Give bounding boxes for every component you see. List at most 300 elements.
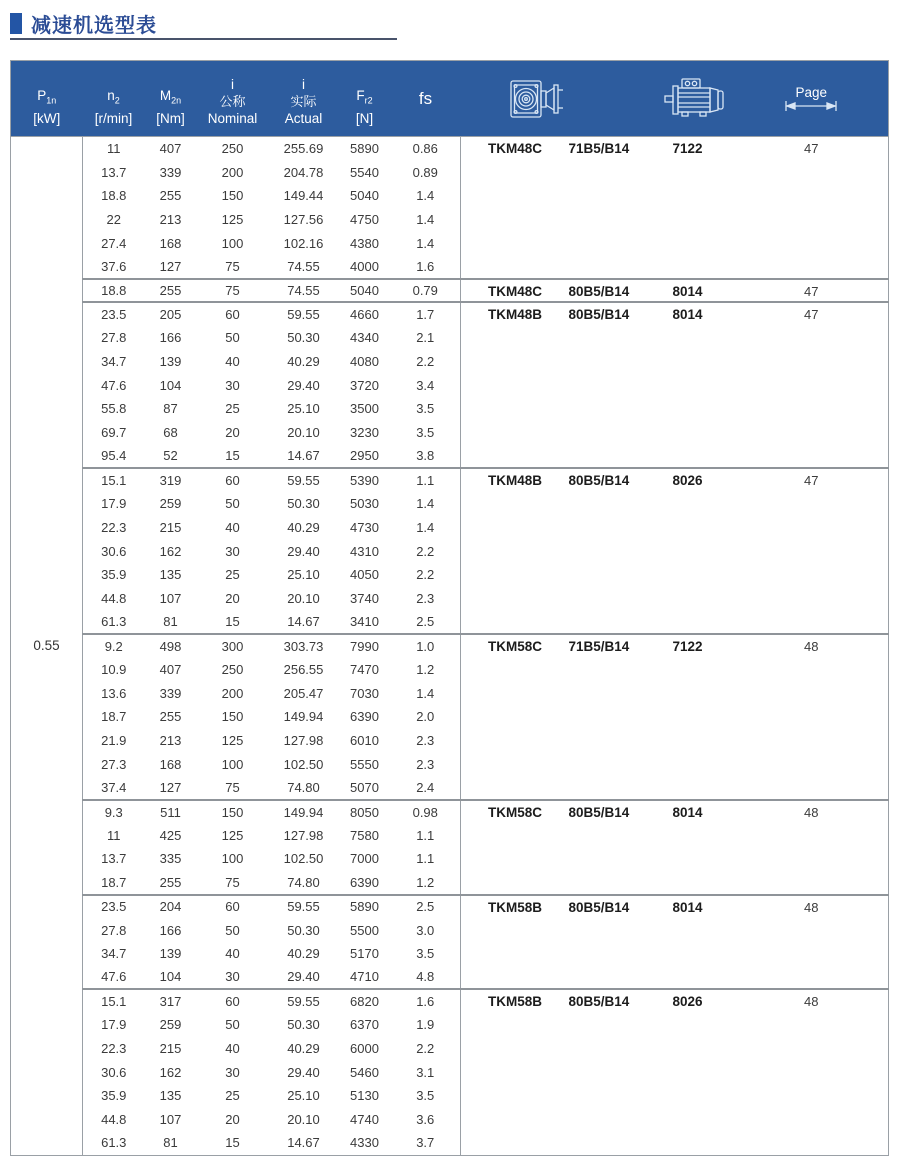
cell-inom-col: 125 bbox=[221, 211, 244, 227]
cell-inom-col: 60 bbox=[197, 302, 269, 326]
cell-inom-col: 200 bbox=[221, 164, 244, 180]
cell-n2-col: 47.6 bbox=[101, 969, 127, 985]
model-cell: TKM48B bbox=[461, 302, 561, 468]
cell-m2n-col: 127 bbox=[159, 258, 182, 274]
cell-iact-col: 127.56 bbox=[283, 211, 324, 227]
i-actual-cn: 实际 bbox=[290, 94, 317, 109]
cell-inom-col: 125 bbox=[221, 827, 244, 843]
page-cell: 47 bbox=[804, 141, 819, 156]
cell-inom-col: 150 bbox=[197, 800, 269, 824]
cell-iact-col: 25.10 bbox=[287, 1088, 320, 1104]
cell-n2-col: 22 bbox=[106, 211, 121, 227]
cell-inom-col: 30 bbox=[225, 543, 240, 559]
cell-fs-col: 2.2 bbox=[391, 350, 461, 374]
cell-fs-col: 1.1 bbox=[391, 468, 461, 492]
cell-inom-col: 75 bbox=[225, 874, 240, 890]
cell-inom-col: 250 bbox=[221, 141, 244, 157]
cell-iact-col: 149.44 bbox=[283, 188, 324, 204]
cell-m2n-col: 511 bbox=[145, 800, 197, 824]
i-actual-symbol: i bbox=[302, 77, 305, 92]
cell-fr2-col: 7580 bbox=[350, 827, 379, 843]
table-row bbox=[11, 137, 889, 161]
table-row bbox=[11, 800, 889, 824]
cell-n2-col: 22.3 bbox=[101, 519, 127, 535]
cell-fr2-col: 3410 bbox=[350, 614, 379, 630]
cell-inom-col: 125 bbox=[221, 733, 244, 749]
cell-n2-col: 18.7 bbox=[101, 874, 127, 890]
cell-iact-col: 59.55 bbox=[269, 895, 339, 919]
cell-inom-col: 50 bbox=[225, 922, 240, 938]
cell-fs-col: 1.1 bbox=[391, 847, 461, 871]
cell-n2-col: 44.8 bbox=[101, 590, 127, 606]
cell-fr2-col: 4740 bbox=[350, 1112, 379, 1128]
cell-m2n-col: 139 bbox=[159, 354, 182, 370]
flange-cell: 80B5/B14 bbox=[561, 468, 653, 634]
col-header-fs bbox=[391, 61, 461, 137]
cell-fs-col: 2.5 bbox=[391, 610, 461, 634]
cell-n2-col: 9.3 bbox=[83, 800, 145, 824]
m2n-symbol: $M_{2n}$ bbox=[159, 88, 182, 106]
page-label: Page bbox=[795, 84, 828, 100]
cell-fr2-col: 5890 bbox=[339, 895, 391, 919]
cell-iact-col: 14.67 bbox=[287, 614, 320, 630]
cell-fs-col: 1.9 bbox=[391, 1013, 461, 1037]
cell-fr2-col: 7000 bbox=[350, 851, 379, 867]
cell-n2-col: 23.5 bbox=[83, 302, 145, 326]
col-header-m2n bbox=[145, 61, 197, 137]
cell-fs-col: 0.86 bbox=[391, 137, 461, 161]
cell-iact-col: 205.47 bbox=[283, 685, 324, 701]
cell-m2n-col: 259 bbox=[159, 496, 182, 512]
cell-fr2-col: 4750 bbox=[350, 211, 379, 227]
cell-iact-col: 29.40 bbox=[287, 543, 320, 559]
cell-inom-col: 50 bbox=[225, 496, 240, 512]
cell-n2-col: 37.4 bbox=[101, 779, 127, 795]
motor-cell: 8014 bbox=[653, 800, 761, 895]
cell-fr2-col: 6820 bbox=[339, 989, 391, 1013]
cell-n2-col: 11 bbox=[107, 827, 121, 843]
i-nominal-en: Nominal bbox=[207, 111, 258, 126]
cell-m2n-col: 127 bbox=[159, 779, 182, 795]
cell-iact-col: 102.50 bbox=[283, 851, 324, 867]
cell-m2n-col: 81 bbox=[163, 1135, 178, 1151]
table-row bbox=[11, 895, 889, 919]
cell-fr2-col: 5390 bbox=[339, 468, 391, 492]
cell-n2-col: 55.8 bbox=[101, 401, 127, 417]
cell-iact-col: 29.40 bbox=[287, 969, 320, 985]
cell-inom-col: 100 bbox=[221, 756, 244, 772]
cell-fs-col: 1.1 bbox=[391, 823, 461, 847]
cell-m2n-col: 162 bbox=[159, 543, 182, 559]
cell-fs-col: 3.5 bbox=[391, 421, 461, 445]
cell-inom-col: 75 bbox=[225, 258, 240, 274]
cell-fr2-col: 5030 bbox=[350, 496, 379, 512]
cell-fr2-col: 5070 bbox=[350, 779, 379, 795]
flange-cell: 80B5/B14 bbox=[561, 302, 653, 468]
cell-m2n-col: 166 bbox=[159, 922, 182, 938]
cell-m2n-col: 162 bbox=[159, 1064, 182, 1080]
cell-m2n-col: 255 bbox=[159, 874, 182, 890]
cell-fr2-col: 4310 bbox=[350, 543, 379, 559]
cell-fr2-col: 4710 bbox=[350, 969, 379, 985]
cell-fr2-col: 4330 bbox=[350, 1135, 379, 1151]
cell-iact-col: 50.30 bbox=[287, 1017, 320, 1033]
col-header-p1n bbox=[11, 61, 83, 137]
fs-symbol: fs bbox=[418, 88, 433, 108]
motor-cell: 7122 bbox=[672, 141, 703, 156]
cell-m2n-col: 425 bbox=[159, 827, 182, 843]
cell-fr2-col: 5460 bbox=[350, 1064, 379, 1080]
cell-fs-col: 1.6 bbox=[391, 255, 461, 279]
i-nominal-cn: 公称 bbox=[219, 94, 246, 109]
page-cell: 47 bbox=[761, 468, 889, 634]
cell-n2-col: 34.7 bbox=[101, 946, 127, 962]
cell-inom-col: 75 bbox=[197, 279, 269, 303]
cell-inom-col: 75 bbox=[225, 779, 240, 795]
table-row bbox=[11, 634, 889, 658]
cell-iact-col: 127.98 bbox=[283, 733, 324, 749]
cell-iact-col: 40.29 bbox=[287, 1040, 320, 1056]
cell-n2-col: 18.8 bbox=[83, 279, 145, 303]
cell-fs-col: 2.2 bbox=[391, 1037, 461, 1061]
cell-fs-col: 2.1 bbox=[391, 326, 461, 350]
cell-iact-col: 50.30 bbox=[287, 922, 320, 938]
cell-fr2-col: 5040 bbox=[339, 279, 391, 303]
cell-iact-col: 59.55 bbox=[269, 989, 339, 1013]
cell-m2n-col: 135 bbox=[159, 567, 182, 583]
cell-iact-col: 102.50 bbox=[283, 756, 324, 772]
cell-iact-col: 50.30 bbox=[287, 330, 320, 346]
cell-n2-col: 11 bbox=[107, 141, 121, 157]
cell-n2-col: 27.8 bbox=[101, 922, 127, 938]
cell-inom-col: 40 bbox=[225, 354, 240, 370]
p1n-value: 0.55 bbox=[11, 137, 83, 1156]
cell-m2n-col: 104 bbox=[159, 377, 182, 393]
model-cell: TKM48B bbox=[461, 468, 561, 634]
cell-m2n-col: 255 bbox=[145, 279, 197, 303]
cell-iact-col: 74.55 bbox=[287, 258, 320, 274]
cell-n2-col: 21.9 bbox=[101, 733, 127, 749]
cell-fr2-col: 7990 bbox=[339, 634, 391, 658]
cell-inom-col: 25 bbox=[225, 567, 240, 583]
cell-n2-col: 35.9 bbox=[101, 1088, 127, 1104]
model-cell: TKM58B bbox=[461, 989, 561, 1155]
cell-fr2-col: 5540 bbox=[350, 164, 379, 180]
cell-inom-col: 100 bbox=[221, 851, 244, 867]
col-header-i-nominal bbox=[197, 61, 269, 137]
cell-fr2-col: 8050 bbox=[339, 800, 391, 824]
cell-n2-col: 10.9 bbox=[101, 661, 127, 677]
table-row bbox=[11, 468, 889, 492]
col-header-motor bbox=[653, 61, 761, 137]
cell-fs-col: 1.2 bbox=[391, 871, 461, 895]
cell-iact-col: 20.10 bbox=[287, 590, 320, 606]
cell-iact-col: 40.29 bbox=[287, 946, 320, 962]
cell-fr2-col: 7470 bbox=[350, 661, 379, 677]
cell-fs-col: 3.5 bbox=[391, 942, 461, 966]
cell-inom-col: 60 bbox=[197, 989, 269, 1013]
cell-fr2-col: 7030 bbox=[350, 685, 379, 701]
cell-fs-col: 3.6 bbox=[391, 1108, 461, 1132]
cell-fr2-col: 4340 bbox=[350, 330, 379, 346]
cell-iact-col: 29.40 bbox=[287, 377, 320, 393]
cell-n2-col: 61.3 bbox=[101, 1135, 127, 1151]
cell-fs-col: 2.5 bbox=[391, 895, 461, 919]
motor-cell: 8026 bbox=[653, 989, 761, 1155]
flange-cell: 71B5/B14 bbox=[568, 141, 630, 156]
cell-iact-col: 149.94 bbox=[269, 800, 339, 824]
cell-n2-col: 30.6 bbox=[101, 1064, 127, 1080]
cell-fr2-col: 4730 bbox=[350, 519, 379, 535]
cell-n2-col: 15.1 bbox=[83, 468, 145, 492]
model-cell: TKM48C bbox=[461, 279, 561, 303]
cell-inom-col: 15 bbox=[225, 614, 240, 630]
cell-inom-col: 25 bbox=[225, 1088, 240, 1104]
p1n-unit: [kW] bbox=[33, 111, 61, 126]
cell-iact-col: 102.16 bbox=[283, 235, 324, 251]
model-cell: TKM58C bbox=[461, 634, 561, 800]
cell-fs-col: 3.5 bbox=[391, 1084, 461, 1108]
page-title: 减速机选型表 bbox=[31, 15, 157, 37]
model-cell: TKM58C bbox=[461, 800, 561, 895]
cell-fs-col: 3.1 bbox=[391, 1060, 461, 1084]
cell-n2-col: 23.5 bbox=[83, 895, 145, 919]
cell-m2n-col: 335 bbox=[159, 851, 182, 867]
cell-n2-col: 35.9 bbox=[101, 567, 127, 583]
col-header-gearbox bbox=[461, 61, 653, 137]
table-row bbox=[11, 989, 889, 1013]
cell-iact-col: 59.55 bbox=[269, 468, 339, 492]
cell-fs-col: 4.8 bbox=[391, 966, 461, 990]
cell-inom-col: 250 bbox=[221, 661, 244, 677]
cell-m2n-col: 339 bbox=[159, 164, 182, 180]
gearbox-icon bbox=[508, 78, 566, 120]
cell-n2-col: 13.6 bbox=[101, 685, 127, 701]
cell-iact-col: 59.55 bbox=[269, 302, 339, 326]
cell-inom-col: 30 bbox=[225, 1064, 240, 1080]
cell-m2n-col: 139 bbox=[159, 946, 182, 962]
cell-n2-col: 47.6 bbox=[101, 377, 127, 393]
cell-m2n-col: 52 bbox=[163, 448, 178, 464]
cell-fs-col: 2.0 bbox=[391, 705, 461, 729]
cell-inom-col: 40 bbox=[225, 1040, 240, 1056]
cell-fr2-col: 4080 bbox=[350, 354, 379, 370]
cell-m2n-col: 213 bbox=[159, 733, 182, 749]
cell-m2n-col: 107 bbox=[159, 1112, 182, 1128]
cell-n2-col: 17.9 bbox=[101, 496, 127, 512]
motor-cell: 7122 bbox=[653, 634, 761, 800]
cell-n2-col: 37.6 bbox=[101, 258, 127, 274]
cell-fs-col: 2.2 bbox=[391, 539, 461, 563]
cell-m2n-col: 68 bbox=[163, 425, 178, 441]
cell-fr2-col: 4660 bbox=[339, 302, 391, 326]
cell-inom-col: 200 bbox=[221, 685, 244, 701]
col-header-i-actual bbox=[269, 61, 339, 137]
cell-n2-col: 34.7 bbox=[101, 354, 127, 370]
cell-n2-col: 27.4 bbox=[101, 235, 127, 251]
cell-m2n-col: 319 bbox=[145, 468, 197, 492]
cell-m2n-col: 498 bbox=[145, 634, 197, 658]
model-cell: TKM58B bbox=[461, 895, 561, 990]
cell-n2-col: 30.6 bbox=[101, 543, 127, 559]
cell-inom-col: 15 bbox=[225, 1135, 240, 1151]
cell-fs-col: 2.3 bbox=[391, 752, 461, 776]
cell-fs-col: 3.4 bbox=[391, 373, 461, 397]
cell-iact-col: 74.80 bbox=[287, 779, 320, 795]
cell-fs-col: 1.4 bbox=[391, 681, 461, 705]
page-cell: 48 bbox=[761, 634, 889, 800]
cell-iact-col: 256.55 bbox=[283, 661, 324, 677]
n2-unit: [r/min] bbox=[94, 111, 133, 126]
title-bullet-square bbox=[10, 13, 22, 34]
cell-n2-col: 27.3 bbox=[101, 756, 127, 772]
selection-table bbox=[10, 60, 889, 1156]
cell-iact-col: 20.10 bbox=[287, 1112, 320, 1128]
cell-n2-col: 15.1 bbox=[83, 989, 145, 1013]
cell-fr2-col: 5130 bbox=[350, 1088, 379, 1104]
cell-fr2-col: 5040 bbox=[350, 188, 379, 204]
cell-m2n-col: 255 bbox=[159, 188, 182, 204]
cell-fs-col: 3.8 bbox=[391, 444, 461, 468]
cell-iact-col: 29.40 bbox=[287, 1064, 320, 1080]
cell-fs-col: 3.7 bbox=[391, 1131, 461, 1155]
cell-m2n-col: 317 bbox=[145, 989, 197, 1013]
page-cell: 47 bbox=[761, 302, 889, 468]
page-cell: 48 bbox=[761, 895, 889, 990]
cell-iact-col: 149.94 bbox=[283, 709, 324, 725]
cell-inom-col: 100 bbox=[221, 235, 244, 251]
cell-fs-col: 1.4 bbox=[391, 231, 461, 255]
table-header bbox=[11, 61, 889, 137]
cell-iact-col: 25.10 bbox=[287, 567, 320, 583]
cell-inom-col: 300 bbox=[197, 634, 269, 658]
cell-n2-col: 61.3 bbox=[101, 614, 127, 630]
table-body bbox=[11, 137, 889, 1156]
cell-inom-col: 150 bbox=[221, 709, 244, 725]
table-row bbox=[11, 302, 889, 326]
flange-cell: 71B5/B14 bbox=[561, 634, 653, 800]
cell-iact-col: 204.78 bbox=[283, 164, 324, 180]
cell-m2n-col: 204 bbox=[145, 895, 197, 919]
cell-n2-col: 18.7 bbox=[101, 709, 127, 725]
cell-inom-col: 30 bbox=[225, 969, 240, 985]
cell-m2n-col: 215 bbox=[159, 1040, 182, 1056]
cell-m2n-col: 255 bbox=[159, 709, 182, 725]
cell-n2-col: 69.7 bbox=[101, 425, 127, 441]
cell-inom-col: 150 bbox=[221, 188, 244, 204]
cell-fr2-col: 4380 bbox=[350, 235, 379, 251]
cell-fs-col: 0.79 bbox=[391, 279, 461, 303]
page-cell: 48 bbox=[761, 800, 889, 895]
cell-n2-col: 44.8 bbox=[101, 1112, 127, 1128]
cell-fs-col: 1.6 bbox=[391, 989, 461, 1013]
page-cell: 48 bbox=[761, 989, 889, 1155]
cell-fs-col: 1.4 bbox=[391, 208, 461, 232]
motor-cell: 8014 bbox=[653, 302, 761, 468]
cell-n2-col: 17.9 bbox=[101, 1017, 127, 1033]
cell-fs-col: 2.2 bbox=[391, 563, 461, 587]
cell-n2-col: 13.7 bbox=[101, 164, 127, 180]
cell-fr2-col: 3740 bbox=[350, 590, 379, 606]
cell-iact-col: 14.67 bbox=[287, 1135, 320, 1151]
cell-m2n-col: 166 bbox=[159, 330, 182, 346]
cell-inom-col: 20 bbox=[225, 425, 240, 441]
cell-iact-col: 127.98 bbox=[283, 827, 324, 843]
flange-cell: 80B5/B14 bbox=[561, 800, 653, 895]
col-header-page bbox=[761, 61, 889, 137]
i-nominal-symbol: i bbox=[231, 77, 234, 92]
cell-fr2-col: 4050 bbox=[350, 567, 379, 583]
cell-inom-col: 20 bbox=[225, 1112, 240, 1128]
cell-fr2-col: 6390 bbox=[350, 709, 379, 725]
cell-inom-col: 25 bbox=[225, 401, 240, 417]
cell-m2n-col: 168 bbox=[159, 756, 182, 772]
page-cell: 47 bbox=[761, 279, 889, 303]
fr2-unit: [N] bbox=[355, 111, 374, 126]
cell-fr2-col: 5500 bbox=[350, 922, 379, 938]
cell-fs-col: 3.5 bbox=[391, 397, 461, 421]
cell-inom-col: 15 bbox=[225, 448, 240, 464]
cell-m2n-col: 87 bbox=[163, 401, 178, 417]
cell-fs-col: 2.3 bbox=[391, 587, 461, 611]
cell-m2n-col: 339 bbox=[159, 685, 182, 701]
flange-cell: 80B5/B14 bbox=[561, 279, 653, 303]
cell-inom-col: 40 bbox=[225, 946, 240, 962]
cell-iact-col: 20.10 bbox=[287, 425, 320, 441]
cell-m2n-col: 107 bbox=[159, 590, 182, 606]
cell-fr2-col: 4000 bbox=[350, 258, 379, 274]
cell-n2-col: 95.4 bbox=[101, 448, 127, 464]
cell-inom-col: 50 bbox=[225, 330, 240, 346]
motor-icon bbox=[664, 77, 730, 121]
cell-fs-col: 1.7 bbox=[391, 302, 461, 326]
cell-fr2-col: 3720 bbox=[350, 377, 379, 393]
cell-fs-col: 1.4 bbox=[391, 516, 461, 540]
cell-m2n-col: 168 bbox=[159, 235, 182, 251]
cell-inom-col: 60 bbox=[197, 895, 269, 919]
cell-fs-col: 0.89 bbox=[391, 160, 461, 184]
col-header-fr2 bbox=[339, 61, 391, 137]
cell-fr2-col: 6390 bbox=[350, 874, 379, 890]
motor-cell: 8014 bbox=[653, 279, 761, 303]
cell-n2-col: 18.8 bbox=[101, 188, 127, 204]
title-underline bbox=[10, 38, 397, 40]
cell-m2n-col: 213 bbox=[159, 211, 182, 227]
cell-fr2-col: 2950 bbox=[350, 448, 379, 464]
cell-inom-col: 50 bbox=[225, 1017, 240, 1033]
cell-fr2-col: 5170 bbox=[350, 946, 379, 962]
cell-iact-col: 40.29 bbox=[287, 519, 320, 535]
col-header-n2 bbox=[83, 61, 145, 137]
cell-iact-col: 40.29 bbox=[287, 354, 320, 370]
cell-inom-col: 40 bbox=[225, 519, 240, 535]
cell-fs-col: 0.98 bbox=[391, 800, 461, 824]
cell-fs-col: 3.0 bbox=[391, 918, 461, 942]
flange-cell: 80B5/B14 bbox=[561, 895, 653, 990]
i-actual-en: Actual bbox=[284, 111, 323, 126]
flange-cell: 80B5/B14 bbox=[561, 989, 653, 1155]
cell-fs-col: 1.0 bbox=[391, 634, 461, 658]
cell-fr2-col: 5890 bbox=[350, 141, 379, 157]
motor-cell: 8014 bbox=[653, 895, 761, 990]
cell-fr2-col: 3500 bbox=[350, 401, 379, 417]
cell-fs-col: 2.4 bbox=[391, 776, 461, 800]
cell-n2-col: 13.7 bbox=[101, 851, 127, 867]
cell-m2n-col: 215 bbox=[159, 519, 182, 535]
cell-iact-col: 74.80 bbox=[287, 874, 320, 890]
cell-fs-col: 2.3 bbox=[391, 729, 461, 753]
cell-m2n-col: 205 bbox=[145, 302, 197, 326]
